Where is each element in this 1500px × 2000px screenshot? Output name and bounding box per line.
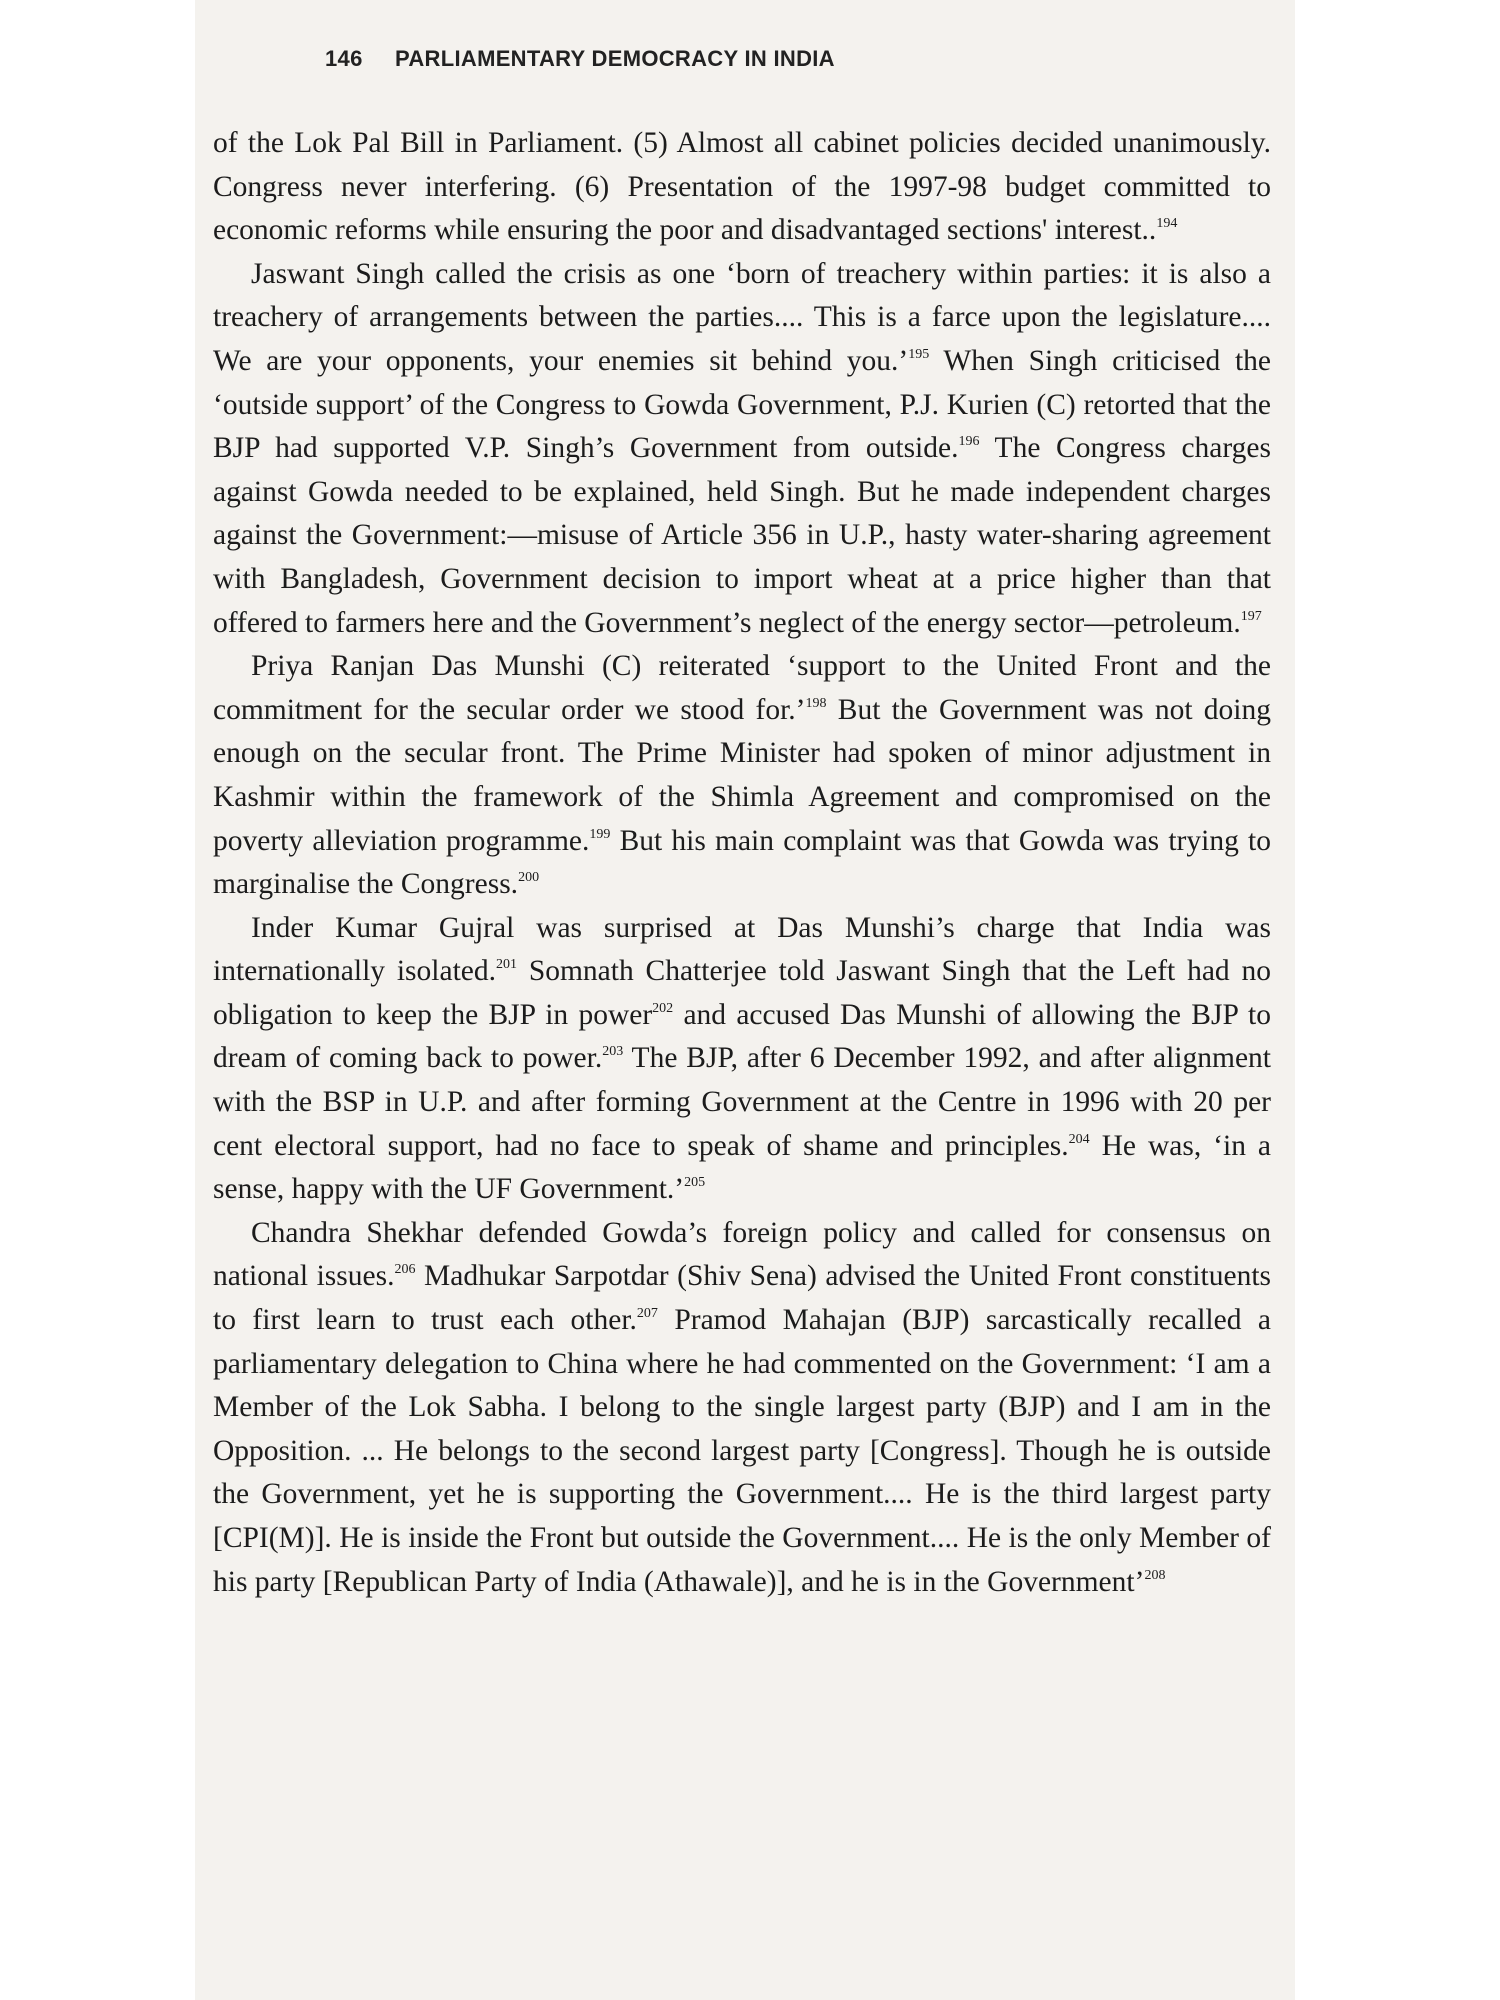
running-header (325, 46, 835, 72)
text-run: When Singh criticised the ‘outside support’ of the Congress to Gowda Government, P.J. Kurien (C) retorted that the BJP had supported V.P. Singh’s Government from outside. (213, 344, 1271, 465)
footnote-ref: 195 (908, 346, 930, 362)
footnote-ref: 197 (1240, 608, 1262, 624)
footnote-ref: 206 (394, 1262, 416, 1278)
footnote-ref: 196 (958, 434, 980, 450)
footnote-ref: 194 (1156, 216, 1178, 232)
body-text (213, 122, 1271, 1604)
text-run: Madhukar Sarpotdar (Shiv Sena) advised the United Front constituents to first learn to trust each other. (213, 1260, 1271, 1337)
footnote-ref: 200 (518, 870, 540, 886)
paragraph (213, 122, 1271, 253)
text-run: Inder Kumar Gujral was surprised at Das Munshi’s charge that India was internationally isolated. (213, 911, 1271, 988)
footnote-ref: 199 (589, 826, 611, 842)
page-number: 146 (325, 46, 363, 71)
text-run: But the Government was not doing enough on the secular front. The Prime Minister had spoken of minor adjustment in Kashmir within the framework of the Shimla Agreement and compromised on the poverty alleviation programme. (213, 693, 1271, 857)
footnote-ref: 204 (1068, 1131, 1090, 1147)
footnote-ref: 207 (636, 1306, 658, 1322)
footnote-ref: 205 (684, 1175, 706, 1191)
paragraph (213, 907, 1271, 1212)
text-run: Pramod Mahajan (BJP) sarcastically recalled a parliamentary delegation to China where he had commented on the Government: ‘I am a Member of the Lok Sabha. I belong to the single largest party (BJP) and I am in the Opposition. ... He belongs to the second largest party [Congress]. Though he is outside the Government, yet he is supporting the Government.... He is the third largest party [CPI(M)]. He is inside the Front but outside the Government.... He is the only Member of his party [Republican Party of India (Athawale)], and he is in the Government’ (213, 1304, 1272, 1598)
footnote-ref: 201 (496, 957, 517, 973)
paragraph (213, 253, 1271, 645)
text-run: and accused Das Munshi of allowing the BJP to dream of coming back to power. (213, 998, 1272, 1075)
text-run: Jaswant Singh called the crisis as one ‘born of treachery within parties: it is also a treachery of arrangements between the parties.... This is a farce upon the legislature.... We are your opponents, your enemies sit behind you.’ (213, 257, 1271, 377)
footnote-ref: 202 (652, 1000, 674, 1016)
text-run: The BJP, after 6 December 1992, and after alignment with the BSP in U.P. and after forming Government at the Centre in 1996 with 20 per cent electoral support, had no face to speak of shame and principles. (213, 1042, 1271, 1162)
footnote-ref: 203 (602, 1044, 624, 1060)
footnote-ref: 198 (805, 695, 827, 711)
paragraph (213, 1212, 1271, 1604)
book-page (195, 0, 1295, 2000)
text-run: Priya Ranjan Das Munshi (C) reiterated ‘support to the United Front and the commitment for the secular order we stood for.’ (213, 650, 1271, 726)
footnote-ref: 208 (1144, 1567, 1166, 1583)
text-run: The Congress charges against Gowda needed to be explained, held Singh. But he made independent charges against the Government:—misuse of Article 356 in U.P., hasty water-sharing agreement with Bangladesh, Government decision to import wheat at a price higher than that offered to farmers here and the Government’s neglect of the energy sector—petroleum. (213, 432, 1271, 639)
text-run: He was, ‘in a sense, happy with the UF Government.’ (213, 1129, 1272, 1206)
text-run: Chandra Shekhar defended Gowda’s foreign policy and called for consensus on national issues. (213, 1216, 1271, 1293)
paragraph (213, 645, 1271, 907)
text-run: Somnath Chatterjee told Jaswant Singh that the Left had no obligation to keep the BJP in power (213, 955, 1272, 1031)
text-run: But his main complaint was that Gowda was trying to marginalise the Congress. (213, 824, 1271, 901)
running-title: PARLIAMENTARY DEMOCRACY IN INDIA (395, 46, 835, 71)
text-run: of the Lok Pal Bill in Parliament. (5) Almost all cabinet policies decided unanimously. Congress never interfering. (6) Presentation of the 1997-98 budget committed to economic reforms while ensuring the poor and disadvantaged sections' interest.. (213, 127, 1271, 247)
